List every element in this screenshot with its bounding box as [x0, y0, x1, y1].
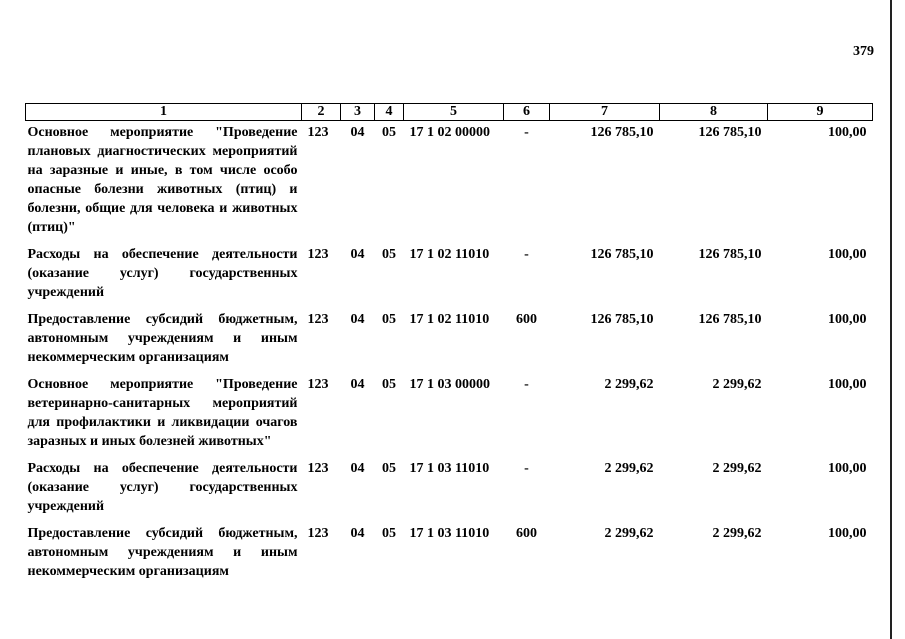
target-article-cell: 17 1 03 11010	[409, 526, 490, 541]
section-cell: 04	[350, 526, 365, 541]
target-article-cell: 17 1 02 11010	[409, 247, 490, 262]
column-header: 6	[504, 104, 550, 121]
executed-amount-cell: 126 785,10	[698, 125, 762, 140]
row-name-cell: Предоставление субсидий бюджетным, автономным учреждениям и иным некоммерческим организациям	[27, 312, 298, 365]
section-cell: 04	[350, 312, 365, 327]
subsection-cell: 05	[382, 461, 396, 476]
expense-type-cell: -	[524, 247, 529, 262]
column-header: 9	[768, 104, 873, 121]
column-header: 2	[302, 104, 341, 121]
column-header: 8	[660, 104, 768, 121]
section-cell: 04	[350, 125, 365, 140]
budget-table	[25, 103, 873, 587]
subsection-cell: 05	[382, 377, 396, 392]
column-header: 5	[404, 104, 504, 121]
planned-amount-cell: 126 785,10	[590, 312, 654, 327]
table-header	[26, 104, 873, 121]
target-article-cell: 17 1 02 11010	[409, 312, 490, 327]
section-cell: 04	[350, 247, 365, 262]
row-name-cell: Расходы на обеспечение деятельности (оказание услуг) государственных учреждений	[27, 247, 298, 300]
planned-amount-cell: 2 299,62	[604, 377, 654, 392]
subsection-cell: 05	[382, 526, 396, 541]
table-row	[26, 308, 873, 373]
expense-type-cell: -	[524, 377, 529, 392]
section-cell: 04	[350, 377, 365, 392]
execution-percent-cell: 100,00	[828, 377, 867, 392]
column-header: 3	[341, 104, 375, 121]
column-header: 7	[550, 104, 660, 121]
subsection-cell: 05	[382, 312, 396, 327]
admin-code-cell: 123	[307, 247, 329, 262]
target-article-cell: 17 1 03 11010	[409, 461, 490, 476]
execution-percent-cell: 100,00	[828, 247, 867, 262]
table-row	[26, 243, 873, 308]
execution-percent-cell: 100,00	[828, 526, 867, 541]
planned-amount-cell: 2 299,62	[604, 461, 654, 476]
row-name-cell: Расходы на обеспечение деятельности (оказание услуг) государственных учреждений	[27, 461, 298, 514]
execution-percent-cell: 100,00	[828, 312, 867, 327]
target-article-cell: 17 1 03 00000	[409, 377, 490, 392]
admin-code-cell: 123	[307, 377, 329, 392]
column-header: 4	[375, 104, 404, 121]
table-row	[26, 522, 873, 587]
page-edge-divider	[890, 0, 892, 639]
table-body	[26, 121, 873, 588]
subsection-cell: 05	[382, 247, 396, 262]
executed-amount-cell: 126 785,10	[698, 247, 762, 262]
execution-percent-cell: 100,00	[828, 461, 867, 476]
admin-code-cell: 123	[307, 461, 329, 476]
expense-type-cell: 600	[516, 526, 537, 541]
target-article-cell: 17 1 02 00000	[409, 125, 490, 140]
admin-code-cell: 123	[307, 526, 329, 541]
header-row	[26, 104, 873, 121]
row-name-cell: Предоставление субсидий бюджетным, автономным учреждениям и иным некоммерческим организациям	[27, 526, 298, 579]
expense-type-cell: 600	[516, 312, 537, 327]
table-row	[26, 457, 873, 522]
expense-type-cell: -	[524, 461, 529, 476]
planned-amount-cell: 126 785,10	[590, 125, 654, 140]
section-cell: 04	[350, 461, 365, 476]
executed-amount-cell: 2 299,62	[712, 377, 762, 392]
row-name-cell: Основное мероприятие "Проведение плановых диагностических мероприятий на заразные и иные, в том числе особо опасные болезни животных (птиц) и болезни, общие для человека и животных (птиц)"	[27, 125, 298, 235]
planned-amount-cell: 126 785,10	[590, 247, 654, 262]
expense-type-cell: -	[524, 125, 529, 140]
column-header: 1	[26, 104, 302, 121]
executed-amount-cell: 2 299,62	[712, 461, 762, 476]
executed-amount-cell: 126 785,10	[698, 312, 762, 327]
admin-code-cell: 123	[307, 125, 329, 140]
executed-amount-cell: 2 299,62	[712, 526, 762, 541]
page-number: 379	[853, 44, 874, 59]
planned-amount-cell: 2 299,62	[604, 526, 654, 541]
row-name-cell: Основное мероприятие "Проведение ветеринарно-санитарных мероприятий для профилактики и ликвидации очагов заразных и иных болезней животных"	[27, 377, 298, 449]
table-row	[26, 373, 873, 457]
admin-code-cell: 123	[307, 312, 329, 327]
subsection-cell: 05	[382, 125, 396, 140]
execution-percent-cell: 100,00	[828, 125, 867, 140]
table-row	[26, 121, 873, 244]
